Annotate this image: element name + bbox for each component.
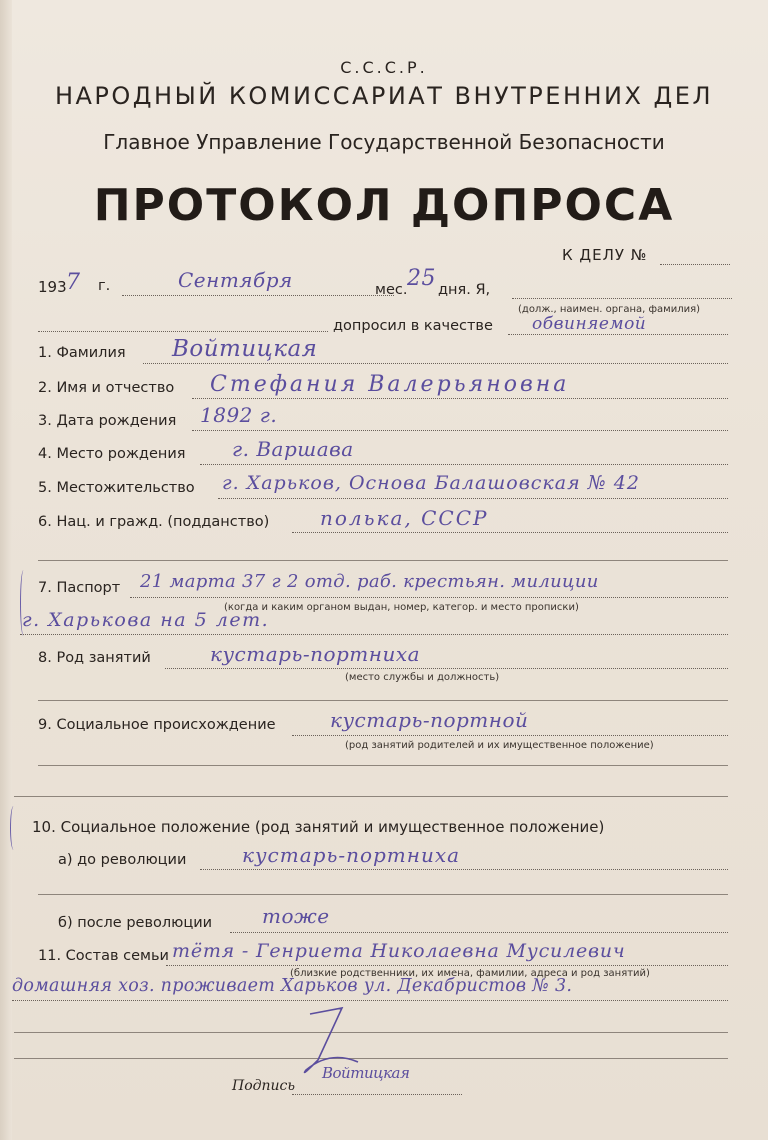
name-line xyxy=(192,398,728,399)
year-prefix: 193 xyxy=(38,278,67,296)
nationality-line xyxy=(292,532,728,533)
month-line xyxy=(122,295,394,296)
residence-value[interactable]: г. Харьков, Основа Балашовская № 42 xyxy=(222,472,640,494)
occupation-value[interactable]: кустарь-портниха xyxy=(210,642,421,666)
social-status-bracket xyxy=(10,806,17,850)
surname-line xyxy=(143,363,728,364)
before-revolution-value[interactable]: кустарь-портниха xyxy=(242,843,461,867)
name-label: 2. Имя и отчество xyxy=(38,380,175,396)
blank-line xyxy=(38,700,728,701)
passport-value-line1[interactable]: 21 марта 37 г 2 отд. раб. крестьян. милиции xyxy=(140,571,599,592)
ussr-heading: С.С.С.Р. xyxy=(340,58,428,77)
birth-place-line xyxy=(200,464,728,465)
before-revolution-label: а) до революции xyxy=(58,852,187,868)
passport-note: (когда и каким органом выдан, номер, категор. и место прописки) xyxy=(224,602,579,613)
document-title: ПРОТОКОЛ ДОПРОСА xyxy=(93,180,675,231)
family-note: (близкие родственники, их имена, фамилии, адреса и род занятий) xyxy=(290,968,650,979)
officer-line xyxy=(512,298,732,299)
social-origin-label: 9. Социальное происхождение xyxy=(38,717,276,733)
blank-line xyxy=(14,796,728,797)
after-revolution-value[interactable]: тоже xyxy=(262,904,330,928)
officer-line-2 xyxy=(38,331,328,332)
birth-place-value[interactable]: г. Варшава xyxy=(232,437,354,461)
occupation-note: (место службы и должность) xyxy=(345,672,500,683)
birth-date-label: 3. Дата рождения xyxy=(38,413,177,429)
year-suffix: г. xyxy=(98,278,111,294)
day-value[interactable]: 25 xyxy=(407,266,436,291)
case-number-label: К ДЕЛУ № xyxy=(562,246,648,264)
month-label: мес. xyxy=(375,282,408,298)
family-value-line2[interactable]: домашняя хоз. проживает Харьков ул. Декабристов № 3. xyxy=(12,976,573,996)
blank-line xyxy=(38,765,728,766)
birth-date-line xyxy=(192,430,728,431)
questioned-as-label: допросил в качестве xyxy=(333,318,493,334)
family-line-1 xyxy=(166,965,728,966)
social-origin-line xyxy=(292,735,728,736)
nationality-label: 6. Нац. и гражд. (подданство) xyxy=(38,514,270,530)
nationality-value[interactable]: полька, СССР xyxy=(320,506,489,530)
case-number-line xyxy=(660,264,730,265)
month-value[interactable]: Сентября xyxy=(178,268,293,292)
occupation-line xyxy=(165,668,728,669)
occupation-label: 8. Род занятий xyxy=(38,650,151,666)
surname-label: 1. Фамилия xyxy=(38,345,126,361)
after-revolution-label: б) после революции xyxy=(58,915,213,931)
birth-date-value[interactable]: 1892 г. xyxy=(200,403,278,427)
passport-line-1 xyxy=(130,597,728,598)
signature-line xyxy=(292,1094,462,1095)
residence-line xyxy=(218,498,728,499)
questioned-as-value[interactable]: обвиняемой xyxy=(532,314,647,334)
before-revolution-line xyxy=(200,869,728,870)
passport-label: 7. Паспорт xyxy=(38,580,121,596)
after-revolution-line xyxy=(230,932,728,933)
surname-value[interactable]: Войтицкая xyxy=(172,336,318,362)
questioned-as-line xyxy=(508,334,728,335)
page-edge xyxy=(0,0,12,1140)
signature-label: Подпись xyxy=(232,1078,296,1094)
social-origin-value[interactable]: кустарь-портной xyxy=(330,708,529,732)
commissariat-heading: НАРОДНЫЙ КОМИССАРИАТ ВНУТРЕННИХ ДЕЛ xyxy=(54,82,714,110)
day-label: дня. Я, xyxy=(438,282,491,298)
signature-value[interactable]: Войтицкая xyxy=(322,1064,410,1082)
officer-note: (долж., наимен. органа, фамилия) xyxy=(518,304,701,315)
social-origin-note: (род занятий родителей и их имущественное положение) xyxy=(345,740,654,751)
passport-value-line2[interactable]: г. Харькова на 5 лет. xyxy=(22,609,270,631)
passport-line-2 xyxy=(20,634,728,635)
name-value[interactable]: Стефания Валерьяновна xyxy=(210,372,570,397)
birth-place-label: 4. Место рождения xyxy=(38,446,186,462)
blank-line xyxy=(38,560,728,561)
family-value-line1[interactable]: тётя - Генриета Николаевна Мусилевич xyxy=(172,940,626,962)
year-digit[interactable]: 7 xyxy=(66,270,81,295)
blank-line xyxy=(38,894,728,895)
directorate-heading: Главное Управление Государственной Безопасности xyxy=(103,130,665,154)
social-status-label: 10. Социальное положение (род занятий и имущественное положение) xyxy=(32,818,605,836)
family-label: 11. Состав семьи xyxy=(38,948,169,964)
residence-label: 5. Местожительство xyxy=(38,480,195,496)
